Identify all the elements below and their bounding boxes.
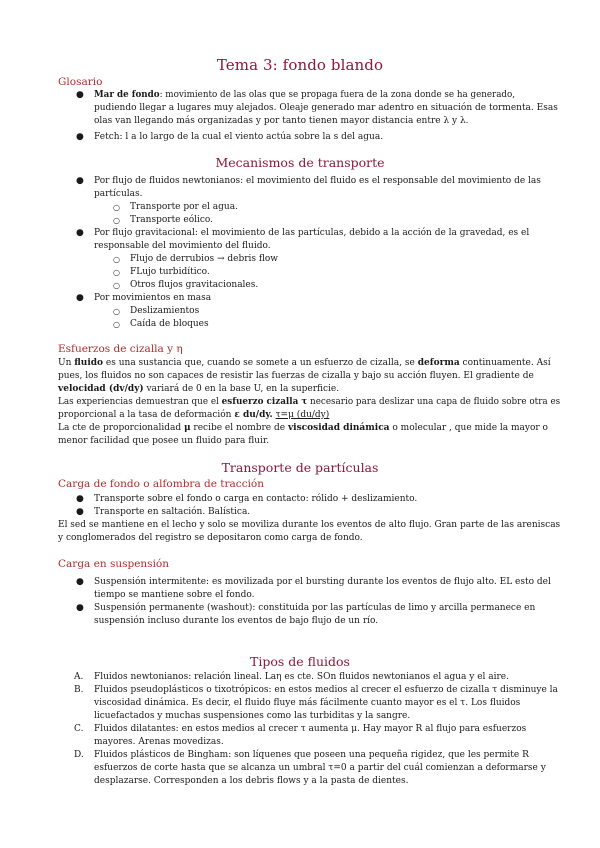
formula-tau: τ=μ (du/dy): [275, 410, 330, 420]
glosario-heading: Glosario: [58, 76, 103, 88]
glosario-item-1-line-3: olas van llegando más organizadas y por tanto tienen mayor distancia entre λ y λ.: [94, 116, 469, 126]
transporte-heading: Transporte de partículas: [221, 460, 379, 475]
mecanismo-item-1-line-2: partículas.: [94, 189, 143, 199]
suspension-item-1-line-2: tiempo se mantiene sobre el fondo.: [94, 590, 255, 600]
esfuerzos-p1-line-2: pues, los fluidos no son capaces de resistir las fuerzas de cizalla y bajo su acción fluyen. El gradiente de: [58, 371, 534, 381]
tipo-item-d-line-3: desplazarse. Corresponden a los debris flows y a la pasta de dientes.: [94, 776, 409, 786]
mecanismo-item-3: Por movimientos en masa: [94, 293, 212, 303]
mecanismo-subitem: Flujo de derrubios → debris flow: [130, 254, 278, 264]
tipo-item-d-line-2: esfuerzos de corte hasta que se alcanza un umbral τ=0 a partir del cuál comienzan a deformarse y: [94, 763, 546, 773]
tipo-item-b-line-3: licuefactados y muchas suspensiones como las turbiditas y la sangre.: [94, 711, 411, 721]
carga-fondo-item: Transporte en saltación. Balística.: [94, 507, 251, 517]
bullet-icon: ●: [76, 507, 84, 517]
mecanismos-heading: Mecanismos de transporte: [215, 155, 385, 170]
carga-fondo-heading: Carga de fondo o alfombra de tracción: [58, 478, 265, 490]
suspension-item-2-line-1: Suspensión permanente (washout): constituida por las partículas de limo y arcilla permanece en: [94, 603, 536, 613]
bullet-icon: ●: [76, 293, 84, 303]
circle-bullet-icon: ○: [113, 203, 120, 212]
tipos-heading: Tipos de fluidos: [250, 654, 350, 669]
glosario-item-1: Mar de fondo: movimiento de las olas que se propaga fuera de la zona donde se ha generado,: [94, 90, 516, 100]
mecanismo-subitem: Otros flujos gravitacionales.: [130, 280, 259, 290]
mecanismo-subitem: FLujo turbidítico.: [130, 267, 210, 277]
glosario-item-2: Fetch: l a lo largo de la cual el viento actúa sobre la s del agua.: [94, 132, 384, 142]
tipo-item-c-line-2: mayores. Arenas movedizas.: [94, 737, 224, 747]
mecanismo-subitem: Transporte por el agua.: [130, 202, 238, 212]
bullet-icon: ●: [76, 577, 84, 587]
bullet-icon: ●: [76, 90, 84, 100]
glosario-item-1-line-2: pudiendo llegar a lugares muy alejados. Oleaje generado mar adentro en situación de tormenta. Esas: [94, 103, 558, 113]
bullet-icon: ●: [76, 603, 84, 613]
tipo-item-a: Fluidos newtonianos: relación lineal. Laη es cte. SOn fluidos newtonianos el agua y el aire.: [94, 672, 509, 682]
carga-fondo-paragraph-line-1: El sed se mantiene en el lecho y solo se moviliza durante los eventos de alto flujo. Gran parte de las areniscas: [58, 520, 561, 530]
carga-fondo-paragraph-line-2: y conglomerados del registro se depositaron como carga de fondo.: [58, 533, 363, 543]
list-marker: A.: [74, 672, 84, 682]
mecanismo-item-2-line-2: responsable del movimiento del fluido.: [94, 241, 271, 251]
esfuerzos-heading: Esfuerzos de cizalla y η: [58, 343, 183, 355]
bullet-icon: ●: [76, 132, 84, 142]
list-marker: B.: [74, 685, 84, 695]
suspension-heading: Carga en suspensión: [58, 558, 170, 570]
circle-bullet-icon: ○: [113, 255, 120, 264]
bullet-icon: ●: [76, 228, 84, 238]
circle-bullet-icon: ○: [113, 268, 120, 277]
tipo-item-c-line-1: Fluidos dilatantes: en estos medios al crecer τ aumenta μ. Hay mayor R al flujo para esfuerzos: [94, 724, 527, 734]
mecanismo-subitem: Deslizamientos: [130, 306, 200, 316]
esfuerzos-p1-line-1: Un fluido es una sustancia que, cuando se somete a un esfuerzo de cizalla, se deforma continuamente. Así: [58, 358, 551, 368]
esfuerzos-p2-line-1: Las experiencias demuestran que el esfuerzo cizalla τ necesario para deslizar una capa de fluido sobre otra es: [58, 397, 561, 407]
list-marker: D.: [74, 750, 84, 760]
mecanismo-subitem: Transporte eólico.: [130, 215, 214, 225]
mecanismo-item-1: Por flujo de fluidos newtonianos: el movimiento del fluido es el responsable del movimiento de las: [94, 176, 541, 186]
suspension-item-2-line-2: suspensión incluso durante los eventos de bajo flujo de un río.: [94, 616, 379, 626]
esfuerzos-p3-line-2: menor facilidad que posee un fluido para fluir.: [58, 436, 270, 446]
tipo-item-d-line-1: Fluidos plásticos de Bingham: son líquenes que poseen una pequeña rigidez, que les permite R: [94, 750, 529, 760]
list-marker: C.: [74, 724, 84, 734]
esfuerzos-p2-line-2: proporcional a la tasa de deformación ε du/dy. τ=μ (du/dy): [58, 410, 330, 420]
bullet-icon: ●: [76, 176, 84, 186]
carga-fondo-item: Transporte sobre el fondo o carga en contacto: rólido + deslizamiento.: [94, 494, 418, 504]
tipo-item-b-line-1: Fluidos pseudoplásticos o tixotrópicos: en estos medios al crecer el esfuerzo de cizalla τ disminuye la: [94, 685, 558, 695]
mecanismo-item-2: Por flujo gravitacional: el movimiento de las partículas, debido a la acción de la gravedad, es el: [94, 228, 530, 238]
circle-bullet-icon: ○: [113, 320, 120, 329]
suspension-item-1-line-1: Suspensión intermitente: es movilizada por el bursting durante los eventos de flujo alto. EL esto del: [94, 577, 551, 587]
tipo-item-b-line-2: viscosidad dinámica. Es decir, el fluido fluye más fácilmente cuanto mayor es el τ. Los fluidos: [94, 698, 521, 708]
esfuerzos-p1-line-3: velocidad (dv/dy) variará de 0 en la base U, en la superficie.: [58, 384, 340, 394]
bullet-icon: ●: [76, 494, 84, 504]
mecanismo-subitem: Caída de bloques: [130, 319, 209, 329]
circle-bullet-icon: ○: [113, 307, 120, 316]
page-title: Tema 3: fondo blando: [216, 56, 384, 74]
circle-bullet-icon: ○: [113, 281, 120, 290]
esfuerzos-p3-line-1: La cte de proporcionalidad μ recibe el nombre de viscosidad dinámica o molecular , que mide la mayor o: [58, 423, 548, 433]
circle-bullet-icon: ○: [113, 216, 120, 225]
